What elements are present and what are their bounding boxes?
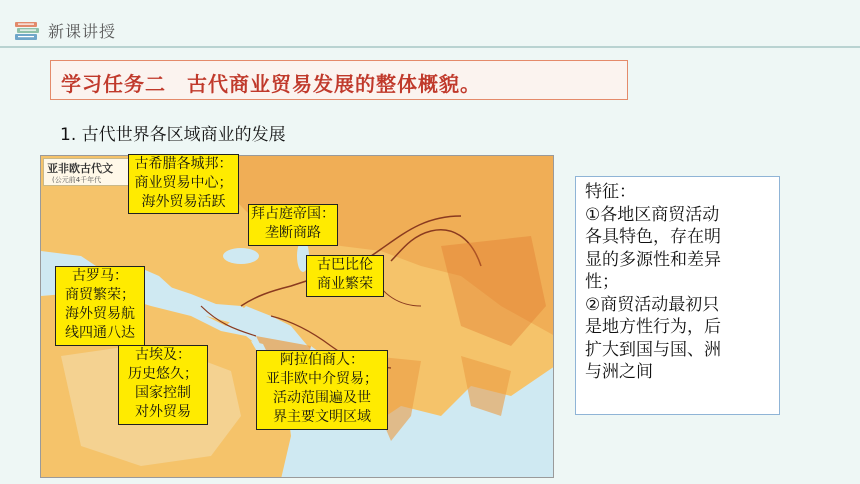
callout-egypt: 古埃及： 历史悠久； 国家控制 对外贸易 bbox=[118, 345, 208, 425]
features-box bbox=[575, 176, 780, 415]
callout-byzantine: 拜占庭帝国： 垄断商路 bbox=[248, 204, 338, 246]
callout-babylon: 古巴比伦 商业繁荣 bbox=[306, 255, 384, 297]
features-heading: 特征： bbox=[585, 182, 636, 202]
section-label: 新课讲授 bbox=[48, 22, 117, 41]
features-line: 显的多源性和差异 bbox=[585, 249, 721, 270]
task-title: 学习任务二 古代商业贸易发展的整体概貌。 bbox=[61, 72, 481, 96]
features-line: 扩大到国与国、洲 bbox=[585, 339, 721, 360]
callout-greece: 古希腊各城邦： 商业贸易中心； 海外贸易活跃 bbox=[128, 154, 239, 214]
features-line: 各具特色，存在明 bbox=[585, 227, 721, 247]
features-line: 与洲之间 bbox=[585, 362, 653, 382]
features-line: ②商贸活动最初只 bbox=[585, 294, 720, 315]
map-legend-title bbox=[43, 158, 139, 186]
callout-arab: 阿拉伯商人： 亚非欧中介贸易； 活动范围遍及世 界主要文明区域 bbox=[256, 350, 388, 430]
map-title-date: (公元前4千年代 bbox=[52, 176, 102, 184]
map-title-text: 亚非欧古代文 bbox=[47, 162, 113, 175]
features-line: 性； bbox=[585, 272, 619, 292]
features-line: 是地方性行为，后 bbox=[585, 317, 721, 337]
features-line: ①各地区商贸活动 bbox=[585, 204, 720, 225]
books-icon bbox=[14, 20, 40, 42]
header-divider bbox=[0, 46, 860, 48]
callout-rome: 古罗马： 商贸繁荣； 海外贸易航 线四通八达 bbox=[55, 266, 145, 346]
task-title-box bbox=[50, 60, 628, 100]
header bbox=[0, 0, 860, 46]
section-subtitle: 1. 古代世界各区域商业的发展 bbox=[60, 125, 286, 145]
